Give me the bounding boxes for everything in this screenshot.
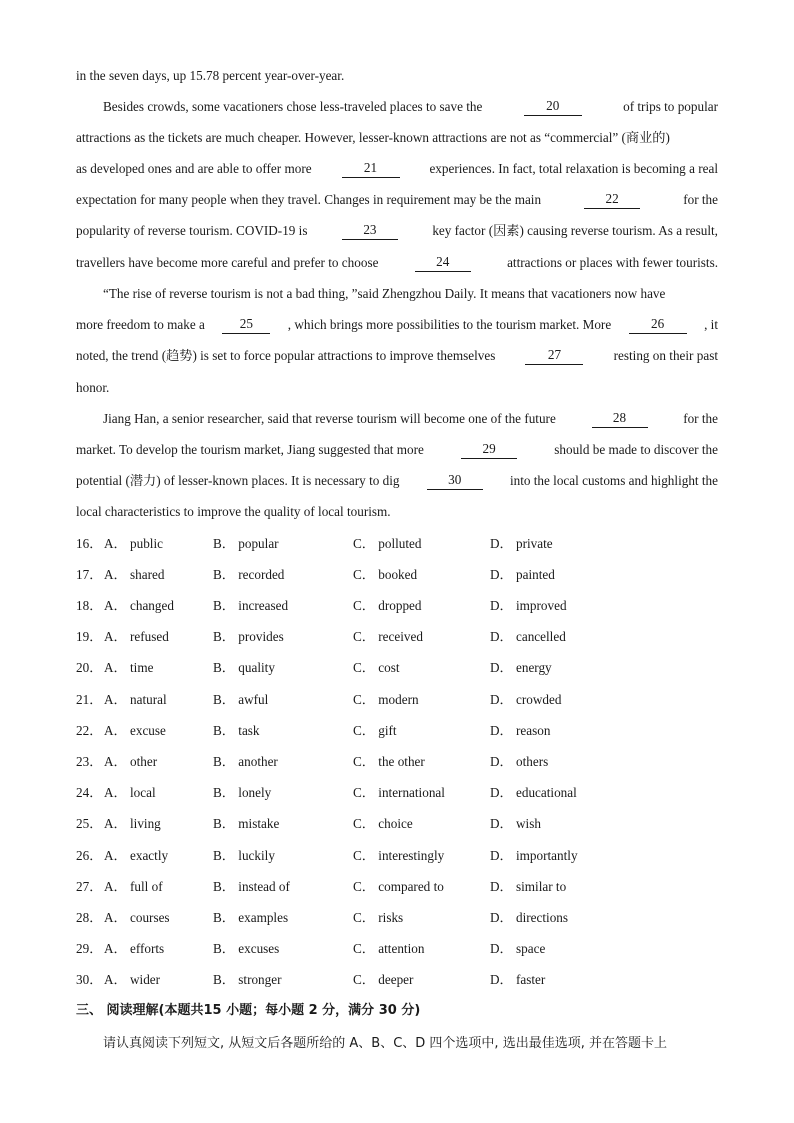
passage-line	[76, 316, 718, 334]
passage-line: honor.	[76, 380, 110, 395]
passage-text: should be made to discover the	[554, 442, 718, 457]
option-b[interactable]: B． luckily	[213, 848, 275, 863]
option-d[interactable]: D． others	[490, 754, 549, 769]
option-a[interactable]: A． changed	[104, 598, 174, 613]
option-c[interactable]: C． received	[353, 629, 423, 644]
option-c[interactable]: C． cost	[353, 660, 400, 675]
question-25	[76, 815, 718, 833]
question-30	[76, 971, 718, 989]
option-b[interactable]: B． lonely	[213, 785, 272, 800]
section-heading: 三、 阅读理解(本题共15 小题；每小题 2 分，满分 30 分)	[76, 1003, 421, 1018]
question-number: 22．	[76, 723, 103, 738]
blank-30: 30	[427, 472, 483, 490]
passage-line	[103, 98, 718, 116]
option-b[interactable]: B． mistake	[213, 816, 280, 831]
blank-26: 26	[629, 316, 687, 334]
option-a[interactable]: A． living	[104, 816, 161, 831]
blank-24: 24	[415, 254, 471, 272]
option-a[interactable]: A． efforts	[104, 941, 165, 956]
option-d[interactable]: D． similar to	[490, 879, 567, 894]
passage-text: for the	[683, 192, 718, 207]
question-number: 24．	[76, 785, 103, 800]
question-22	[76, 722, 718, 740]
option-c[interactable]: C． deeper	[353, 972, 414, 987]
passage-text: key factor (因素) causing reverse tourism. As a result,	[432, 223, 718, 238]
passage-line: attractions as the tickets are much cheaper. However, lesser-known attractions are not as “commercial” (商业的)	[76, 130, 670, 145]
passage-text: noted, the trend (趋势) is set to force popular attractions to improve themselves	[76, 348, 496, 363]
passage-text: into the local customs and highlight the	[509, 473, 718, 488]
passage-line: in the seven days, up 15.78 percent year-over-year.	[76, 68, 345, 83]
option-c[interactable]: C． attention	[353, 941, 425, 956]
question-number: 28．	[76, 910, 103, 925]
passage-text: resting on their past	[613, 348, 718, 363]
question-number: 25．	[76, 816, 103, 831]
question-number: 23．	[76, 754, 103, 769]
option-a[interactable]: A． excuse	[104, 723, 166, 738]
question-17	[76, 566, 718, 584]
passage-text: Besides crowds, some vacationers chose less-traveled places to save the	[103, 99, 483, 114]
question-number: 21．	[76, 692, 103, 707]
passage-line	[103, 410, 718, 428]
option-b[interactable]: B． increased	[213, 598, 289, 613]
passage-line	[76, 254, 718, 272]
question-23	[76, 753, 718, 771]
option-d[interactable]: D． crowded	[490, 692, 562, 707]
option-d[interactable]: D． faster	[490, 972, 546, 987]
question-26	[76, 847, 718, 865]
blank-25: 25	[222, 316, 270, 334]
blank-21: 21	[342, 160, 400, 178]
passage-text: of trips to popular	[623, 99, 718, 114]
passage-text: as developed ones and are able to offer more	[76, 161, 312, 176]
passage-text: potential (潜力) of lesser-known places. It is necessary to dig	[76, 473, 400, 488]
passage-text: more freedom to make a	[76, 317, 205, 332]
passage-text: attractions or places with fewer tourists.	[507, 255, 718, 270]
question-20	[76, 659, 718, 677]
passage-text: experiences. In fact, total relaxation is becoming a real	[429, 161, 718, 176]
option-d[interactable]: D． space	[490, 941, 546, 956]
option-b[interactable]: B． task	[213, 723, 260, 738]
question-number: 29．	[76, 941, 103, 956]
question-16	[76, 535, 718, 553]
passage-line	[76, 472, 718, 490]
option-c[interactable]: C． compared to	[353, 879, 444, 894]
option-d[interactable]: D． private	[490, 536, 553, 551]
passage-line	[76, 160, 718, 178]
question-number: 18．	[76, 598, 103, 613]
option-d[interactable]: D． importantly	[490, 848, 578, 863]
passage-text: market. To develop the tourism market, Jiang suggested that more	[76, 442, 424, 457]
option-a[interactable]: A． courses	[104, 910, 170, 925]
option-a[interactable]: A． wider	[104, 972, 161, 987]
option-b[interactable]: B． excuses	[213, 941, 280, 956]
passage-line: “The rise of reverse tourism is not a bad thing, ”said Zhengzhou Daily. It means that vacationers now have	[103, 286, 666, 301]
option-d[interactable]: D． wish	[490, 816, 541, 831]
option-c[interactable]: C． dropped	[353, 598, 422, 613]
option-a[interactable]: A． refused	[104, 629, 169, 644]
passage-text: expectation for many people when they travel. Changes in requirement may be the main	[76, 192, 542, 207]
option-a[interactable]: A． local	[104, 785, 156, 800]
option-d[interactable]: D． educational	[490, 785, 577, 800]
question-number: 30．	[76, 972, 103, 987]
option-b[interactable]: B． popular	[213, 536, 279, 551]
question-19	[76, 628, 718, 646]
question-28	[76, 909, 718, 927]
passage-text: , it	[704, 317, 718, 332]
passage-text: for the	[683, 411, 718, 426]
option-c[interactable]: C． international	[353, 785, 445, 800]
question-24	[76, 784, 718, 802]
passage-line	[76, 441, 718, 459]
question-number: 16．	[76, 536, 103, 551]
option-d[interactable]: D． painted	[490, 567, 555, 582]
option-b[interactable]: B． recorded	[213, 567, 285, 582]
option-a[interactable]: A． full of	[104, 879, 163, 894]
option-a[interactable]: A． other	[104, 754, 158, 769]
option-c[interactable]: C． booked	[353, 567, 418, 582]
option-c[interactable]: C． polluted	[353, 536, 422, 551]
passage-text: travellers have become more careful and prefer to choose	[76, 255, 379, 270]
option-d[interactable]: D． energy	[490, 660, 552, 675]
option-a[interactable]: A． natural	[104, 692, 167, 707]
question-18	[76, 597, 718, 615]
option-b[interactable]: B． provides	[213, 629, 284, 644]
blank-22: 22	[584, 191, 640, 209]
option-d[interactable]: D． improved	[490, 598, 567, 613]
passage-text: , which brings more possibilities to the tourism market. More	[287, 317, 612, 332]
option-d[interactable]: D． directions	[490, 910, 569, 925]
passage-line	[76, 347, 718, 365]
option-b[interactable]: B． awful	[213, 692, 269, 707]
passage-line	[76, 222, 718, 240]
question-number: 20．	[76, 660, 103, 675]
question-27	[76, 878, 718, 896]
option-c[interactable]: C． the other	[353, 754, 425, 769]
option-c[interactable]: C． gift	[353, 723, 397, 738]
passage-text: Jiang Han, a senior researcher, said that reverse tourism will become one of the future	[103, 411, 556, 426]
option-d[interactable]: D． reason	[490, 723, 551, 738]
option-b[interactable]: B． another	[213, 754, 278, 769]
question-number: 27．	[76, 879, 103, 894]
section-instruction: 请认真阅读下列短文, 从短文后各题所给的 A、B、C、D 四个选项中, 选出最佳选项, 并在答题卡上	[103, 1036, 667, 1051]
option-a[interactable]: A． shared	[104, 567, 165, 582]
question-number: 26．	[76, 848, 103, 863]
passage-text: popularity of reverse tourism. COVID-19 is	[76, 223, 308, 238]
question-number: 19．	[76, 629, 103, 644]
option-a[interactable]: A． time	[104, 660, 154, 675]
option-b[interactable]: B． examples	[213, 910, 289, 925]
option-a[interactable]: A． public	[104, 536, 163, 551]
option-c[interactable]: C． interestingly	[353, 848, 445, 863]
option-a[interactable]: A． exactly	[104, 848, 169, 863]
option-b[interactable]: B． instead of	[213, 879, 290, 894]
question-21	[76, 691, 718, 709]
blank-29: 29	[461, 441, 517, 459]
option-c[interactable]: C． choice	[353, 816, 413, 831]
question-29	[76, 940, 718, 958]
blank-27: 27	[525, 347, 583, 365]
blank-28: 28	[592, 410, 648, 428]
option-c[interactable]: C． modern	[353, 692, 419, 707]
option-b[interactable]: B． stronger	[213, 972, 282, 987]
blank-23: 23	[342, 222, 398, 240]
blank-20: 20	[524, 98, 582, 116]
option-d[interactable]: D． cancelled	[490, 629, 566, 644]
question-number: 17．	[76, 567, 103, 582]
passage-line: local characteristics to improve the quality of local tourism.	[76, 504, 391, 519]
passage-line	[76, 191, 718, 209]
option-b[interactable]: B． quality	[213, 660, 275, 675]
option-c[interactable]: C． risks	[353, 910, 404, 925]
